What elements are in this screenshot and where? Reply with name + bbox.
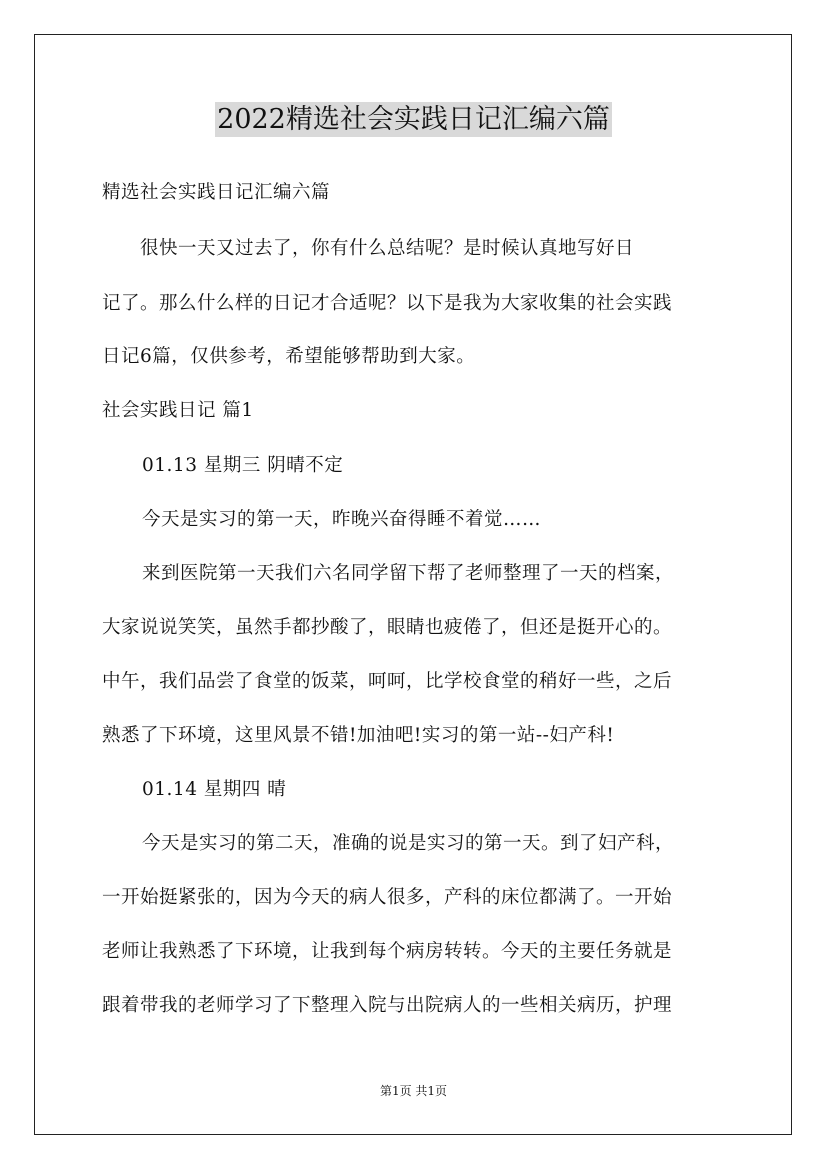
page-footer: 第1页 共1页 bbox=[379, 1084, 448, 1098]
intro-line: 很快一天又过去了，你有什么总结呢？是时候认真地写好日 bbox=[102, 238, 635, 259]
paragraph-line: 老师让我熟悉了下环境，让我到每个病房转转。今天的主要任务就是 bbox=[102, 941, 673, 962]
paragraph-line: 来到医院第一天我们六名同学留下帮了老师整理了一天的档案， bbox=[142, 563, 675, 584]
paragraph-line: 今天是实习的第一天，昨晚兴奋得睡不着觉…… bbox=[142, 509, 542, 530]
entry-date: 01.13 星期三 阴晴不定 bbox=[142, 455, 344, 476]
entry-date: 01.14 星期四 晴 bbox=[142, 779, 287, 800]
document-title-text: 2022精选社会实践日记汇编六篇 bbox=[217, 104, 610, 135]
paragraph-line: 跟着带我的老师学习了下整理入院与出院病人的一些相关病历，护理 bbox=[102, 995, 673, 1016]
document-subtitle: 精选社会实践日记汇编六篇 bbox=[102, 182, 331, 203]
intro-line: 日记6篇，仅供参考，希望能够帮助到大家。 bbox=[102, 346, 476, 367]
paragraph-line: 熟悉了下环境，这里风景不错!加油吧!实习的第一站--妇产科! bbox=[102, 725, 615, 746]
paragraph-line: 一开始挺紧张的，因为今天的病人很多，产科的床位都满了。一开始 bbox=[102, 887, 673, 908]
paragraph-line: 大家说说笑笑，虽然手都抄酸了，眼睛也疲倦了，但还是挺开心的。 bbox=[102, 617, 673, 638]
intro-line: 记了。那么什么样的日记才合适呢？以下是我为大家收集的社会实践 bbox=[102, 293, 673, 314]
document-title bbox=[0, 100, 827, 140]
paragraph-line: 今天是实习的第二天，准确的说是实习的第一天。到了妇产科， bbox=[142, 833, 675, 854]
paragraph-line: 中午，我们品尝了食堂的饭菜，呵呵，比学校食堂的稍好一些，之后 bbox=[102, 671, 673, 692]
section-heading: 社会实践日记 篇1 bbox=[102, 400, 254, 421]
